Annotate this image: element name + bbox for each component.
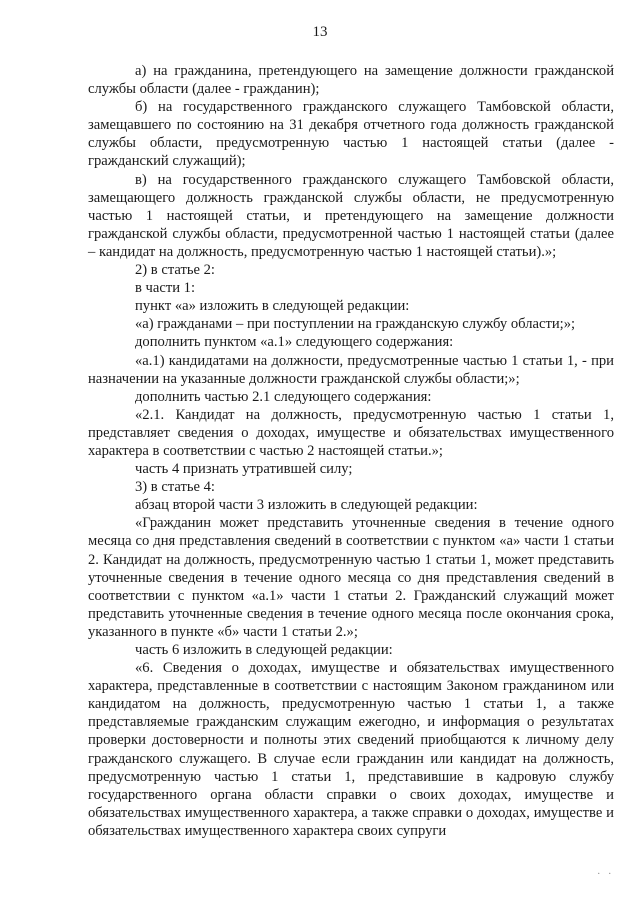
paragraph-part-6-edit: часть 6 изложить в следующей редакции:: [135, 642, 393, 658]
paragraph-item-v: в) на государственного гражданского служащего Тамбовской области, замещающего должность гражданской службы области, не предусмотренную частью 1 настоящей статьи, и претендующего на замещение должности гражданской службы области, предусмотренной частью 1 настоящей статьи (далее – кандидат на должность, предусмотренную частью 1 настоящей статьи).»;: [88, 171, 614, 260]
paragraph-part-6-text: «6. Сведения о доходах, имуществе и обязательствах имущественного характера, представленные в соответствии с настоящим Законом гражданином или кандидатом на должность, предусмотренную частью 1 статьи 1, а также представляемые гражданским служащим ежегодно, и информация о результатах проверки достоверности и полноты этих сведений приобщаются к личному делу гражданского служащего. В случае если гражданин или кандидат на должность, предусмотренную частью 1 статьи 1, представившие в кадровую службу государственного органа области справки о своих доходах, имуществе и обязательствах имущественного характера, а также справки о доходах, имуществе и обязательствах имущественного характера своих супруги: [88, 660, 614, 839]
document-body: [88, 62, 614, 840]
paragraph-point-a-text: «а) гражданами – при поступлении на гражданскую службу области;»;: [135, 316, 576, 333]
paragraph-part-3-text: «Гражданин может представить уточненные сведения в течение одного месяца со дня представления сведений в соответствии с пунктом «а» части 1 статьи 2. Кандидат на должность, предусмотренную частью 1 статьи 1, может представить уточненные сведения в течение одного месяца со дня представления сведений в соответствии с пунктом «а.1» части 1 статьи 2. Гражданский служащий может представить уточненные сведения в течение одного месяца после окончания срока, указанного в пункте «б» части 1 статьи 2.»;: [88, 515, 614, 640]
paragraph-a1-text: «а.1) кандидатами на должности, предусмотренные частью 1 статьи 1, - при назначении на указанные должности гражданской службы области;»;: [88, 352, 614, 387]
paragraph-add-part-2-1: дополнить частью 2.1 следующего содержания:: [135, 388, 432, 405]
page-number: 13: [312, 24, 328, 40]
scan-speck: . .: [597, 866, 614, 877]
paragraph-part-2-1-text: «2.1. Кандидат на должность, предусмотренную частью 1 статьи 1, представляет сведения о доходах, имуществе и обязательствах имущественного характера в соответствии с частью 2 настоящей статьи.»;: [88, 406, 614, 459]
paragraph-point-a-edit: пункт «а» изложить в следующей редакции:: [135, 298, 410, 315]
paragraph-part-3-edit: абзац второй части 3 изложить в следующей редакции:: [135, 497, 478, 514]
paragraph-add-a1: дополнить пунктом «а.1» следующего содержания:: [135, 334, 454, 351]
paragraph-item-b: б) на государственного гражданского служащего Тамбовской области, замещавшего по состоянию на 31 декабря отчетного года должность гражданской службы области, предусмотренную частью 1 настоящей статьи (далее - гражданский служащий);: [88, 99, 614, 170]
paragraph-part-4-void: часть 4 признать утратившей силу;: [135, 461, 353, 478]
paragraph-item-a: а) на гражданина, претендующего на замещение должности гражданской службы области (далее - гражданин);: [88, 63, 614, 98]
paragraph-article-2: 2) в статье 2:: [135, 262, 215, 279]
paragraph-part-1: в части 1:: [135, 280, 196, 297]
paragraph-article-4: 3) в статье 4:: [135, 479, 215, 496]
